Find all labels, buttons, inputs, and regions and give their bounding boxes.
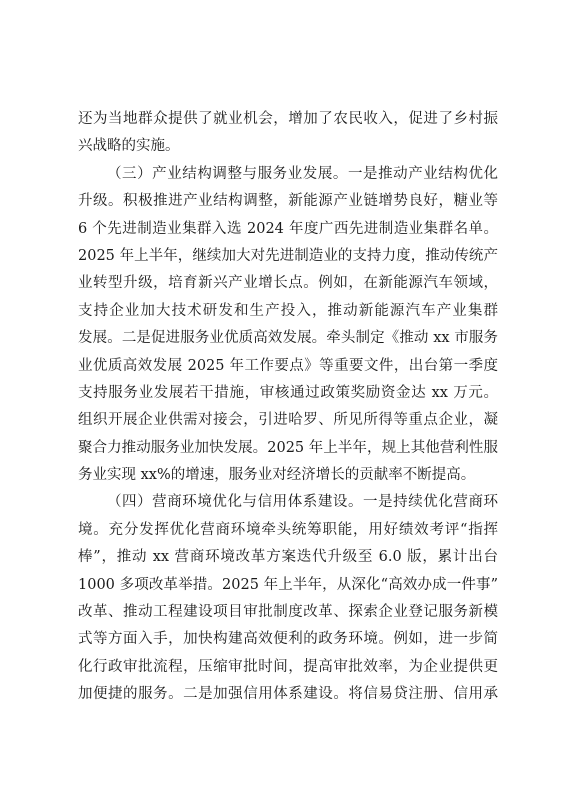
text-line: 发展。二是促进服务业优质高效发展。牵头制定《推动 xx 市服务 [78,330,498,347]
text-line: 式等方面入手，加快构建高效便利的政务环境。例如，进一步简 [78,631,498,648]
body-text [78,106,498,709]
text-line: 1000 多项改革举措。2025 年上半年，从深化“高效办成一件事” [78,576,498,593]
text-line: 境。充分发挥优化营商环境牵头统筹职能，用好绩效考评“指挥 [78,521,498,538]
text-line: 务业实现 xx%的增速，服务业对经济增长的贡献率不断提高。 [78,467,476,484]
text-line: 2025 年上半年，继续加大对先进制造业的支持力度，推动传统产 [78,247,498,264]
text-line: 聚合力推动服务业加快发展。2025 年上半年，规上其他营利性服 [78,439,498,456]
text-line: （四）营商环境优化与信用体系建设。一是持续优化营商环 [107,494,498,511]
text-line: 改革、推动工程建设项目审批制度改革、探索企业登记服务新模 [78,604,498,621]
text-line: 加便捷的服务。二是加强信用体系建设。将信易贷注册、信用承 [78,686,498,703]
text-line: 棒”，推动 xx 营商环境改革方案迭代升级至 6.0 版，累计出台 [78,549,498,566]
text-line: （三）产业结构调整与服务业发展。一是推动产业结构优化 [107,165,498,182]
text-line: 组织开展企业供需对接会，引进哈罗、所见所得等重点企业，凝 [78,412,498,429]
text-line: 支持服务业发展若干措施，审核通过政策奖励资金达 xx 万元。 [78,384,498,401]
text-line: 兴战略的实施。 [78,138,180,155]
text-line: 6 个先进制造业集群入选 2024 年度广西先进制造业集群名单。 [78,220,498,237]
text-line: 支持企业加大技术研发和生产投入，推动新能源汽车产业集群 [78,302,498,319]
text-line: 业转型升级，培育新兴产业增长点。例如，在新能源汽车领域， [78,275,498,292]
text-line: 还为当地群众提供了就业机会，增加了农民收入，促进了乡村振 [78,111,498,127]
text-line: 升级。积极推进产业结构调整，新能源产业链增势良好，糖业等 [78,193,498,210]
text-line: 化行政审批流程，压缩审批时间，提高审批效率，为企业提供更 [78,658,498,675]
text-line: 业优质高效发展 2025 年工作要点》等重要文件，出台第一季度 [78,357,498,374]
